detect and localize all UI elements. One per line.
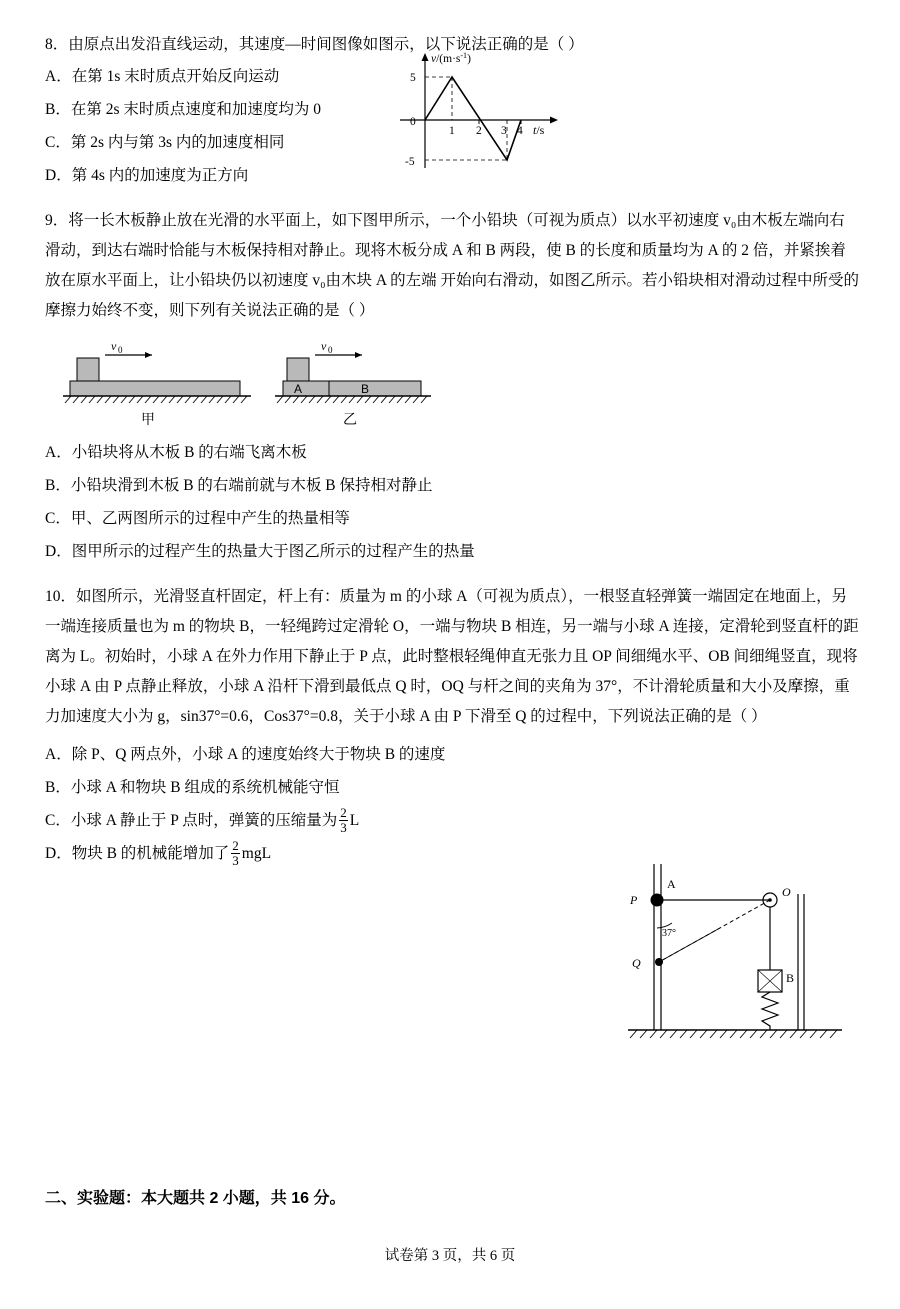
- question-8-text: 由原点出发沿直线运动，其速度—时间图像如图示，以下说法正确的是（ ）: [68, 36, 584, 53]
- question-8-option-c: C．第 2s 内与第 3s 内的加速度相同: [45, 134, 285, 151]
- svg-text:v: v: [321, 339, 327, 353]
- svg-text:甲: 甲: [141, 411, 155, 427]
- svg-text:37°: 37°: [662, 928, 676, 939]
- question-10-option-b: B．小球 A 和物块 B 组成的系统机械能守恒: [45, 779, 340, 796]
- question-9-text: 将一长木板静止放在光滑的水平面上，如下图甲所示，一个小铅块（可视为质点）以水平初速度 v₀由木板左端向右滑动，到达右端时恰能与木板保持相对静止。现将木板分成 A 和 B 两段，使 B 的长度和质量均为 A 的 2 倍，并紧挨着放在原水平面上，让小铅块仍以初速度 v₀由木块 A 的左端 开始向右滑动，如图乙所示。若小铅块相对滑动过程中所受的摩擦力始终不变，则下列有关说法正确的是（ ）: [45, 212, 859, 319]
- question-10-text: 如图所示，光滑竖直杆固定，杆上有：质量为 m 的小球 A（可视为质点），一根竖直轻弹簧一端固定在地面上，另一端连接质量也为 m 的物块 B，一轻绳跨过定滑轮 O，一端与物块 B 相连，另一端与小球 A 连接，定滑轮到竖直杆的距离为 L。初始时，小球 A 在外力作用下静止于 P 点，此时整根轻绳伸直无张力且 OP 间细绳水平、OB 间细绳竖直，现将小球 A 由 P 点静止释放，小球 A 沿杆下滑到最低点 Q 时，OQ 与杆之间的夹角为 37°，不计滑轮质量和大小及摩擦，重力加速度大小为 g，sin37°=0.6，Cos37°=0.8，关于小球 A 由 P 下滑至 Q 的过程中，下列说法正确的是（ ）: [45, 588, 859, 725]
- svg-text:5: 5: [410, 72, 416, 84]
- question-10-options: [45, 738, 565, 870]
- question-10-option-c-text: C．小球 A 静止于 P 点时，弹簧的压缩量为: [45, 812, 338, 829]
- question-10-figure: [610, 858, 870, 1058]
- question-8-option-a: A．在第 1s 末时质点开始反向运动: [45, 68, 280, 85]
- svg-text:O: O: [782, 885, 791, 899]
- question-8-number: 8．: [45, 36, 69, 53]
- question-9-option-d: D．图甲所示的过程产生的热量大于图乙所示的过程产生的热量: [45, 543, 475, 560]
- svg-text:0: 0: [118, 345, 123, 355]
- svg-text:-5: -5: [405, 156, 415, 168]
- svg-text:乙: 乙: [343, 411, 357, 427]
- question-10-option-d-text: D．物块 B 的机械能增加了: [45, 845, 230, 862]
- question-10-option-d-suffix: mgL: [241, 845, 272, 862]
- page-footer: 试卷第 3 页，共 6 页: [384, 1248, 516, 1264]
- question-9-option-a: A．小铅块将从木板 B 的右端飞离木板: [45, 444, 307, 461]
- svg-text:3: 3: [501, 125, 507, 137]
- svg-text:P: P: [630, 893, 638, 907]
- question-10-option-d: [45, 837, 565, 870]
- svg-text:t/s: t/s: [533, 123, 545, 137]
- question-8-figure: [385, 48, 615, 178]
- svg-text:A: A: [293, 382, 303, 396]
- question-10-option-a: A．除 P、Q 两点外，小球 A 的速度始终大于物块 B 的速度: [45, 746, 446, 763]
- svg-text:0: 0: [410, 116, 416, 128]
- svg-text:B: B: [360, 382, 370, 396]
- question-8-option-d: D．第 4s 内的加速度为正方向: [45, 167, 249, 184]
- question-10-number: 10．: [45, 588, 77, 605]
- question-8-option-b: B．在第 2s 末时质点速度和加速度均为 0: [45, 101, 321, 118]
- question-10-option-c-suffix: L: [349, 812, 360, 829]
- board-block-diagram: [55, 332, 475, 432]
- fraction-two-thirds-c: $\frac{2}{3}$: [340, 805, 347, 835]
- question-9-options: [45, 436, 860, 568]
- question-9-figure: [45, 332, 860, 432]
- svg-text:B: B: [786, 971, 795, 985]
- svg-text:v: v: [111, 339, 117, 353]
- svg-text:Q: Q: [632, 956, 641, 970]
- velocity-time-graph: [385, 48, 615, 178]
- svg-text:v/(m·s-1): $v/(m\cdot s^{-1})$: [431, 51, 471, 65]
- question-10: [45, 582, 860, 870]
- fraction-two-thirds-d: $\frac{2}{3}$: [232, 838, 239, 868]
- svg-text:1: 1: [449, 125, 455, 137]
- question-9-option-c: C．甲、乙两图所示的过程中产生的热量相等: [45, 510, 350, 527]
- svg-text:0: 0: [328, 345, 333, 355]
- pulley-rod-spring-diagram: [610, 858, 870, 1058]
- svg-text:A: A: [667, 877, 676, 891]
- question-9-option-b: B．小铅块滑到木板 B 的右端前就与木板 B 保持相对静止: [45, 477, 433, 494]
- question-10-option-c: [45, 804, 565, 837]
- svg-text:4: 4: [517, 125, 523, 137]
- question-9-number: 9．: [45, 212, 69, 229]
- question-9: [45, 206, 860, 568]
- question-10-stem: [45, 582, 860, 732]
- section-heading: 二、实验题：本大题共 2 小题，共 16 分。: [45, 1190, 346, 1207]
- svg-text:2: 2: [476, 125, 482, 137]
- question-9-stem: [45, 206, 860, 326]
